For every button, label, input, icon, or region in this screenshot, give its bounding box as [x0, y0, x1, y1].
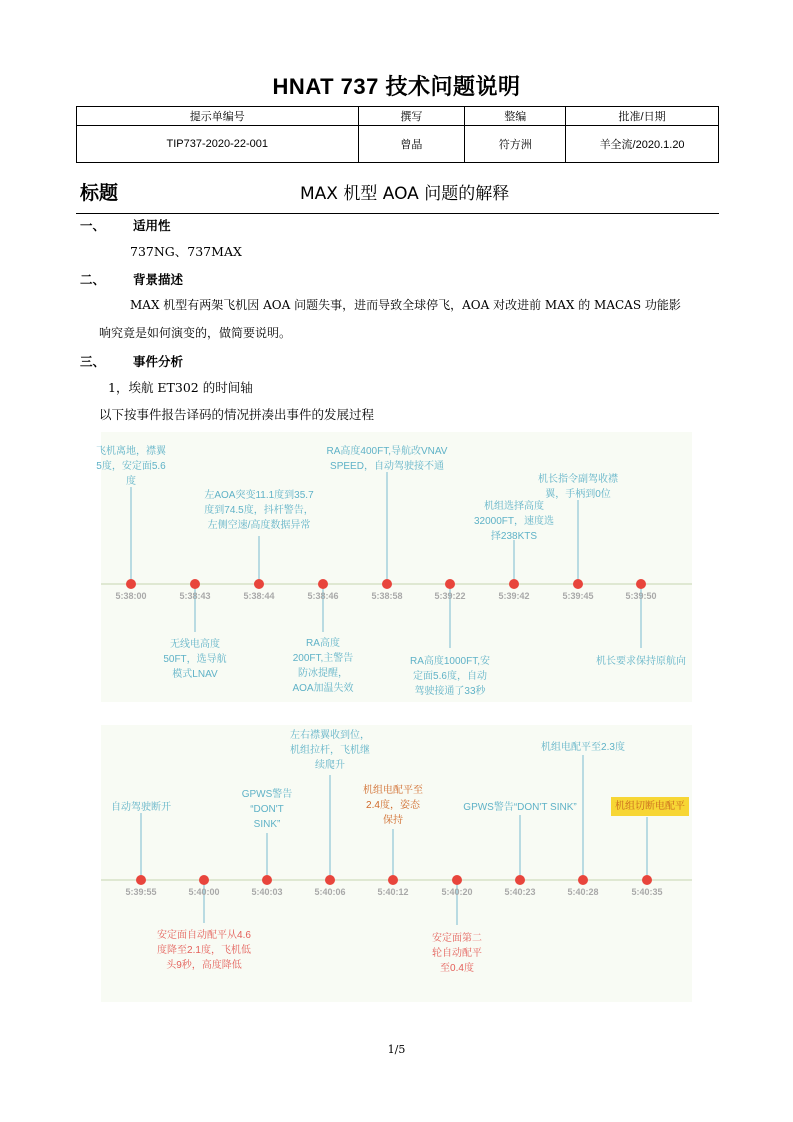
timeline-2-panel [101, 725, 692, 1002]
subject-text: MAX 机型 AOA 问题的解释 [300, 184, 510, 204]
timeline2-event-dot-5 [452, 875, 462, 885]
event-text-line: 左AOA突变11.1度到35.7 [204, 490, 314, 501]
event-text-line: 驾驶接通了33秒 [414, 686, 486, 697]
timeline2-event-label-above [460, 800, 580, 815]
timeline1-time-label: 5:38:00 [115, 591, 147, 601]
page-number: 1/5 [387, 1043, 406, 1056]
timeline2-event-dot-3 [325, 875, 335, 885]
event-text-line: 飞机离地，襟翼 [96, 446, 166, 457]
timeline1-time-label: 5:39:45 [562, 591, 594, 601]
timeline2-time-label: 5:40:28 [567, 887, 599, 897]
event-text-line: 续爬升 [315, 760, 345, 771]
meta-table [76, 106, 719, 163]
meta-value-editor: 符方洲 [465, 126, 566, 163]
timeline1-event-label-above [536, 472, 620, 502]
event-text-line: 2.4度，姿态 [366, 800, 420, 811]
event-text-line: RA高度400FT,导航改VNAV [326, 446, 448, 457]
timeline1-time-label: 5:38:46 [307, 591, 339, 601]
meta-header-author: 撰写 [358, 107, 465, 126]
section-1-body: 737NG、737MAX [130, 244, 242, 259]
timeline2-event-dot-1 [199, 875, 209, 885]
meta-value-approval: 羊全流/2020.1.20 [566, 126, 719, 163]
timeline2-time-label: 5:40:06 [314, 887, 346, 897]
timeline2-event-label-above [106, 800, 176, 815]
event-text-line: GPWS警告 [241, 789, 293, 800]
timeline1-time-label: 5:38:58 [371, 591, 403, 601]
meta-value-author: 曾晶 [358, 126, 465, 163]
event-text-line: 200FT,主警告 [292, 653, 354, 664]
event-text-line: 机组拉杆，飞机继 [290, 745, 370, 756]
event-text-line: 度降至2.1度，飞机低 [157, 945, 251, 956]
event-text-line: 度到74.5度，抖杆警告， [204, 505, 314, 516]
section-3-heading: 事件分析 [133, 354, 184, 369]
event-text-line: 机组选择高度 [484, 501, 544, 512]
event-text-line: 左侧空速/高度数据异常 [207, 520, 311, 531]
event-text-line: 轮自动配平 [432, 948, 482, 959]
section-3-number: 三、 [80, 354, 106, 369]
timeline2-event-label-above [533, 740, 633, 755]
event-text-line: GPWS警告“DON'T SINK” [463, 802, 577, 813]
timeline2-event-dot-0 [136, 875, 146, 885]
timeline1-event-label-below [160, 637, 230, 682]
event-text-line: 保持 [383, 815, 403, 826]
event-text-line: 至0.4度 [440, 963, 474, 974]
timeline1-event-label-above [325, 444, 449, 474]
timeline2-time-label: 5:39:55 [125, 887, 157, 897]
event-text-line: 择238KTS [490, 531, 538, 542]
event-text-line: 50FT，选导航 [163, 654, 227, 665]
timeline1-time-label: 5:38:44 [243, 591, 275, 601]
timeline1-event-dot-1 [190, 579, 200, 589]
timeline1-event-dot-6 [509, 579, 519, 589]
event-text-line: 度 [126, 476, 136, 487]
event-text-line: “DON'T [250, 804, 284, 815]
subject-divider [76, 213, 719, 214]
timeline2-event-label-below [145, 928, 263, 973]
timeline1-event-label-below [405, 654, 495, 699]
timeline2-time-label: 5:40:20 [441, 887, 473, 897]
timeline1-time-label: 5:39:22 [434, 591, 466, 601]
timeline1-event-dot-8 [636, 579, 646, 589]
timeline1-event-label-below [593, 654, 689, 669]
meta-header-approval: 批准/日期 [566, 107, 719, 126]
event-text-line: 安定面第二 [432, 933, 482, 944]
timeline2-event-dot-7 [578, 875, 588, 885]
section-2-body-line2: 响究竟是如何演变的，做简要说明。 [99, 326, 292, 340]
event-text-line: 定面5.6度，自动 [413, 671, 487, 682]
timeline1-event-dot-2 [254, 579, 264, 589]
timeline1-event-label-above [472, 499, 556, 544]
timeline2-time-label: 5:40:35 [631, 887, 663, 897]
timeline-1-panel [96, 432, 692, 702]
timeline1-time-label: 5:39:50 [625, 591, 657, 601]
section-1-number: 一、 [80, 218, 106, 233]
event-text-line: SINK” [253, 819, 281, 830]
timeline1-time-label: 5:39:42 [498, 591, 530, 601]
subject-label: 标题 [80, 182, 119, 204]
event-text-line: 自动驾驶断开 [111, 802, 171, 813]
timeline2-time-label: 5:40:23 [504, 887, 536, 897]
event-text-line: 机长要求保持原航向 [596, 656, 686, 667]
event-text-line: RA高度1000FT,安 [409, 656, 491, 667]
timeline1-event-dot-0 [126, 579, 136, 589]
event-text-line: 安定面自动配平从4.6 [157, 930, 251, 941]
timeline1-event-dot-5 [445, 579, 455, 589]
event-text-line: 模式LNAV [172, 669, 218, 680]
timeline2-event-dot-8 [642, 875, 652, 885]
timeline2-event-label-above [285, 728, 375, 773]
event-text-line: 翼，手柄到0位 [545, 489, 611, 500]
timeline1-time-label: 5:38:43 [179, 591, 211, 601]
timeline2-time-label: 5:40:12 [377, 887, 409, 897]
event-text-line: 机组切断电配平 [615, 801, 685, 812]
timeline1-event-dot-7 [573, 579, 583, 589]
event-text-line: 防冰提醒， [298, 668, 348, 679]
event-text-line: 5度，安定面5.6 [96, 461, 166, 472]
timeline1-event-label-below [286, 636, 360, 696]
timeline2-event-label-above [611, 797, 689, 816]
meta-value-tip-no: TIP737-2020-22-001 [77, 126, 359, 163]
event-text-line: RA高度 [306, 638, 340, 649]
timeline1-event-label-above [198, 488, 320, 533]
timeline2-event-dot-6 [515, 875, 525, 885]
event-text-line: 左右襟翼收到位， [290, 730, 370, 741]
section-3-description: 以下按事件报告译码的情况拼凑出事件的发展过程 [99, 407, 375, 422]
timeline1-event-dot-4 [382, 579, 392, 589]
timeline2-event-dot-4 [388, 875, 398, 885]
section-2-heading: 背景描述 [133, 272, 184, 287]
event-text-line: 机组电配平至2.3度 [541, 742, 625, 753]
event-text-line: SPEED，自动驾驶接不通 [330, 461, 444, 472]
timeline2-time-label: 5:40:00 [188, 887, 220, 897]
event-text-line: 机组电配平至 [363, 785, 423, 796]
document-title: HNAT 737 技术问题说明 [272, 74, 521, 99]
meta-header-editor: 整编 [465, 107, 566, 126]
event-text-line: 头9秒，高度降低 [166, 960, 242, 971]
timeline2-event-label-above [358, 783, 428, 828]
timeline2-event-label-above [237, 787, 297, 832]
timeline2-event-label-below [422, 931, 492, 976]
timeline1-event-dot-3 [318, 579, 328, 589]
meta-header-row [77, 107, 719, 126]
event-text-line: 32000FT，速度选 [473, 516, 555, 527]
event-text-line: AOA加温失效 [292, 683, 354, 694]
timeline1-event-label-above [91, 444, 171, 489]
timeline2-event-dot-2 [262, 875, 272, 885]
section-3-subheading: 1，埃航 ET302 的时间轴 [108, 380, 253, 395]
section-2-number: 二、 [80, 272, 106, 287]
event-text-line: 机长指令副驾收襟 [538, 474, 618, 485]
timeline2-time-label: 5:40:03 [251, 887, 283, 897]
event-text-line: 无线电高度 [170, 639, 220, 650]
section-1-heading: 适用性 [133, 218, 171, 233]
meta-value-row [77, 126, 719, 163]
section-2-body-line1: MAX 机型有两架飞机因 AOA 问题失事，进而导致全球停飞，AOA 对改进前 MAX 的 MACAS 功能影 [130, 298, 681, 312]
meta-header-tip-no: 提示单编号 [77, 107, 359, 126]
